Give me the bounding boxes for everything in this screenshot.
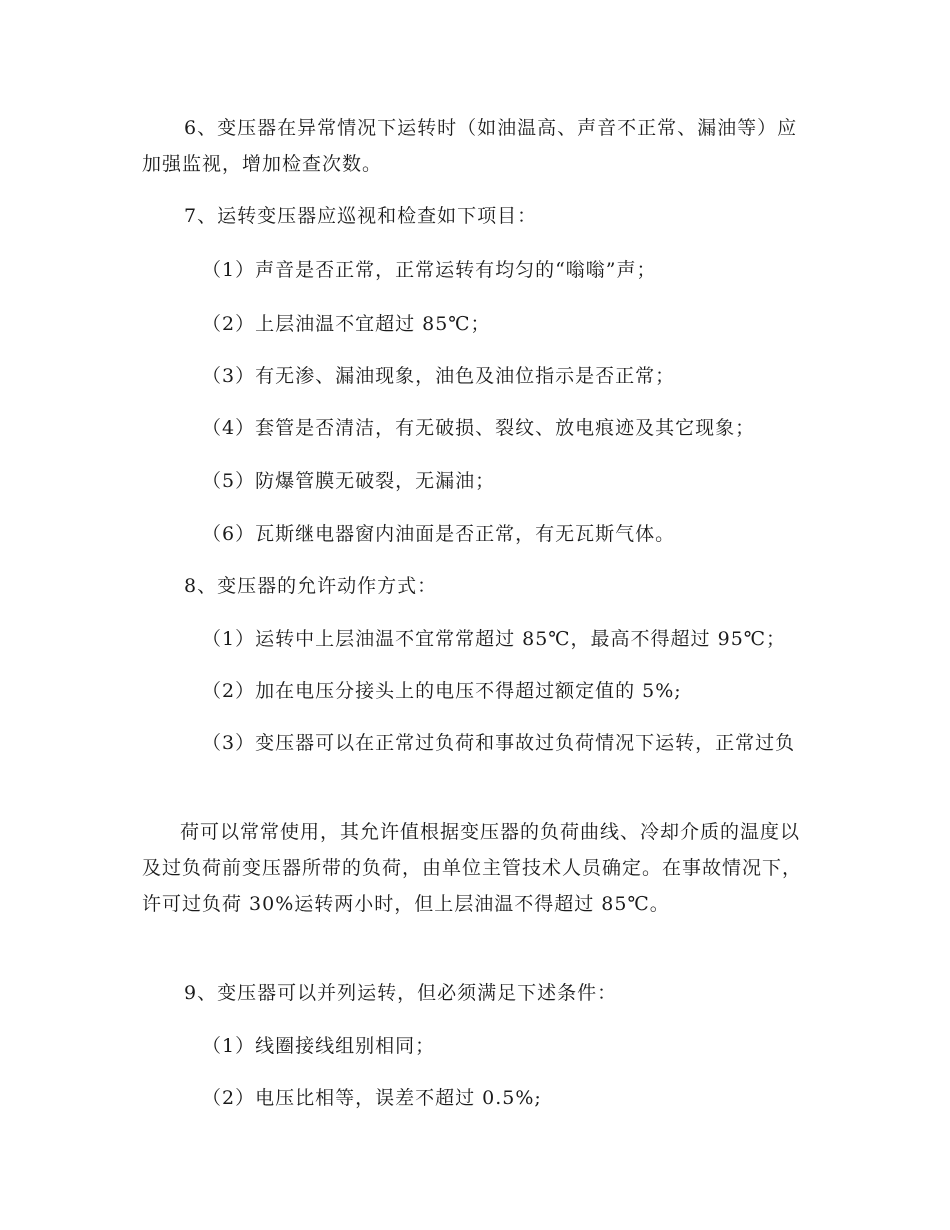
subitem-8-3-continued: 荷可以常常使用，其允许值根据变压器的负荷曲线、冷却介质的温度以及过负荷前变压器所带的负荷，由单位主管技术人员确定。在事故情况下，许可过负荷 30%运转两小时，但上层油温不得超过 85℃。 xyxy=(142,821,803,915)
subitem-7-2: （2）上层油温不宜超过 85℃； xyxy=(202,313,491,335)
subitem-7-6: （6）瓦斯继电器窗内油面是否正常，有无瓦斯气体。 xyxy=(202,523,676,545)
subitem-9-2: （2）电压比相等，误差不超过 0.5%; xyxy=(202,1087,542,1109)
subitem-7-3: （3）有无渗、漏油现象，油色及油位指示是否正常； xyxy=(202,365,676,387)
subitem-8-2: （2）加在电压分接头上的电压不得超过额定值的 5%; xyxy=(202,680,682,702)
subitem-7-4: （4）套管是否清洁，有无破损、裂纹、放电痕迹及其它现象； xyxy=(202,417,756,439)
paragraph-item-9: 9、变压器可以并列运转，但必须满足下述条件： xyxy=(184,982,618,1004)
paragraph-item-6: 6、变压器在异常情况下运转时（如油温高、声音不正常、漏油等）应加强监视，增加检查次数。 xyxy=(142,117,798,175)
paragraph-item-7: 7、运转变压器应巡视和检查如下项目： xyxy=(184,205,538,227)
subitem-8-1: （1）运转中上层油温不宜常常超过 85℃，最高不得超过 95℃； xyxy=(202,628,787,650)
subitem-7-1: （1）声音是否正常，正常运转有均匀的“嗡嗡”声； xyxy=(202,259,657,281)
subitem-8-3: （3）变压器可以在正常过负荷和事故过负荷情况下运转，正常过负 xyxy=(202,732,796,754)
paragraph-item-8: 8、变压器的允许动作方式： xyxy=(184,575,438,597)
subitem-9-1: （1）线圈接线组别相同； xyxy=(202,1035,436,1057)
subitem-7-5: （5）防爆管膜无破裂，无漏油； xyxy=(202,470,496,492)
